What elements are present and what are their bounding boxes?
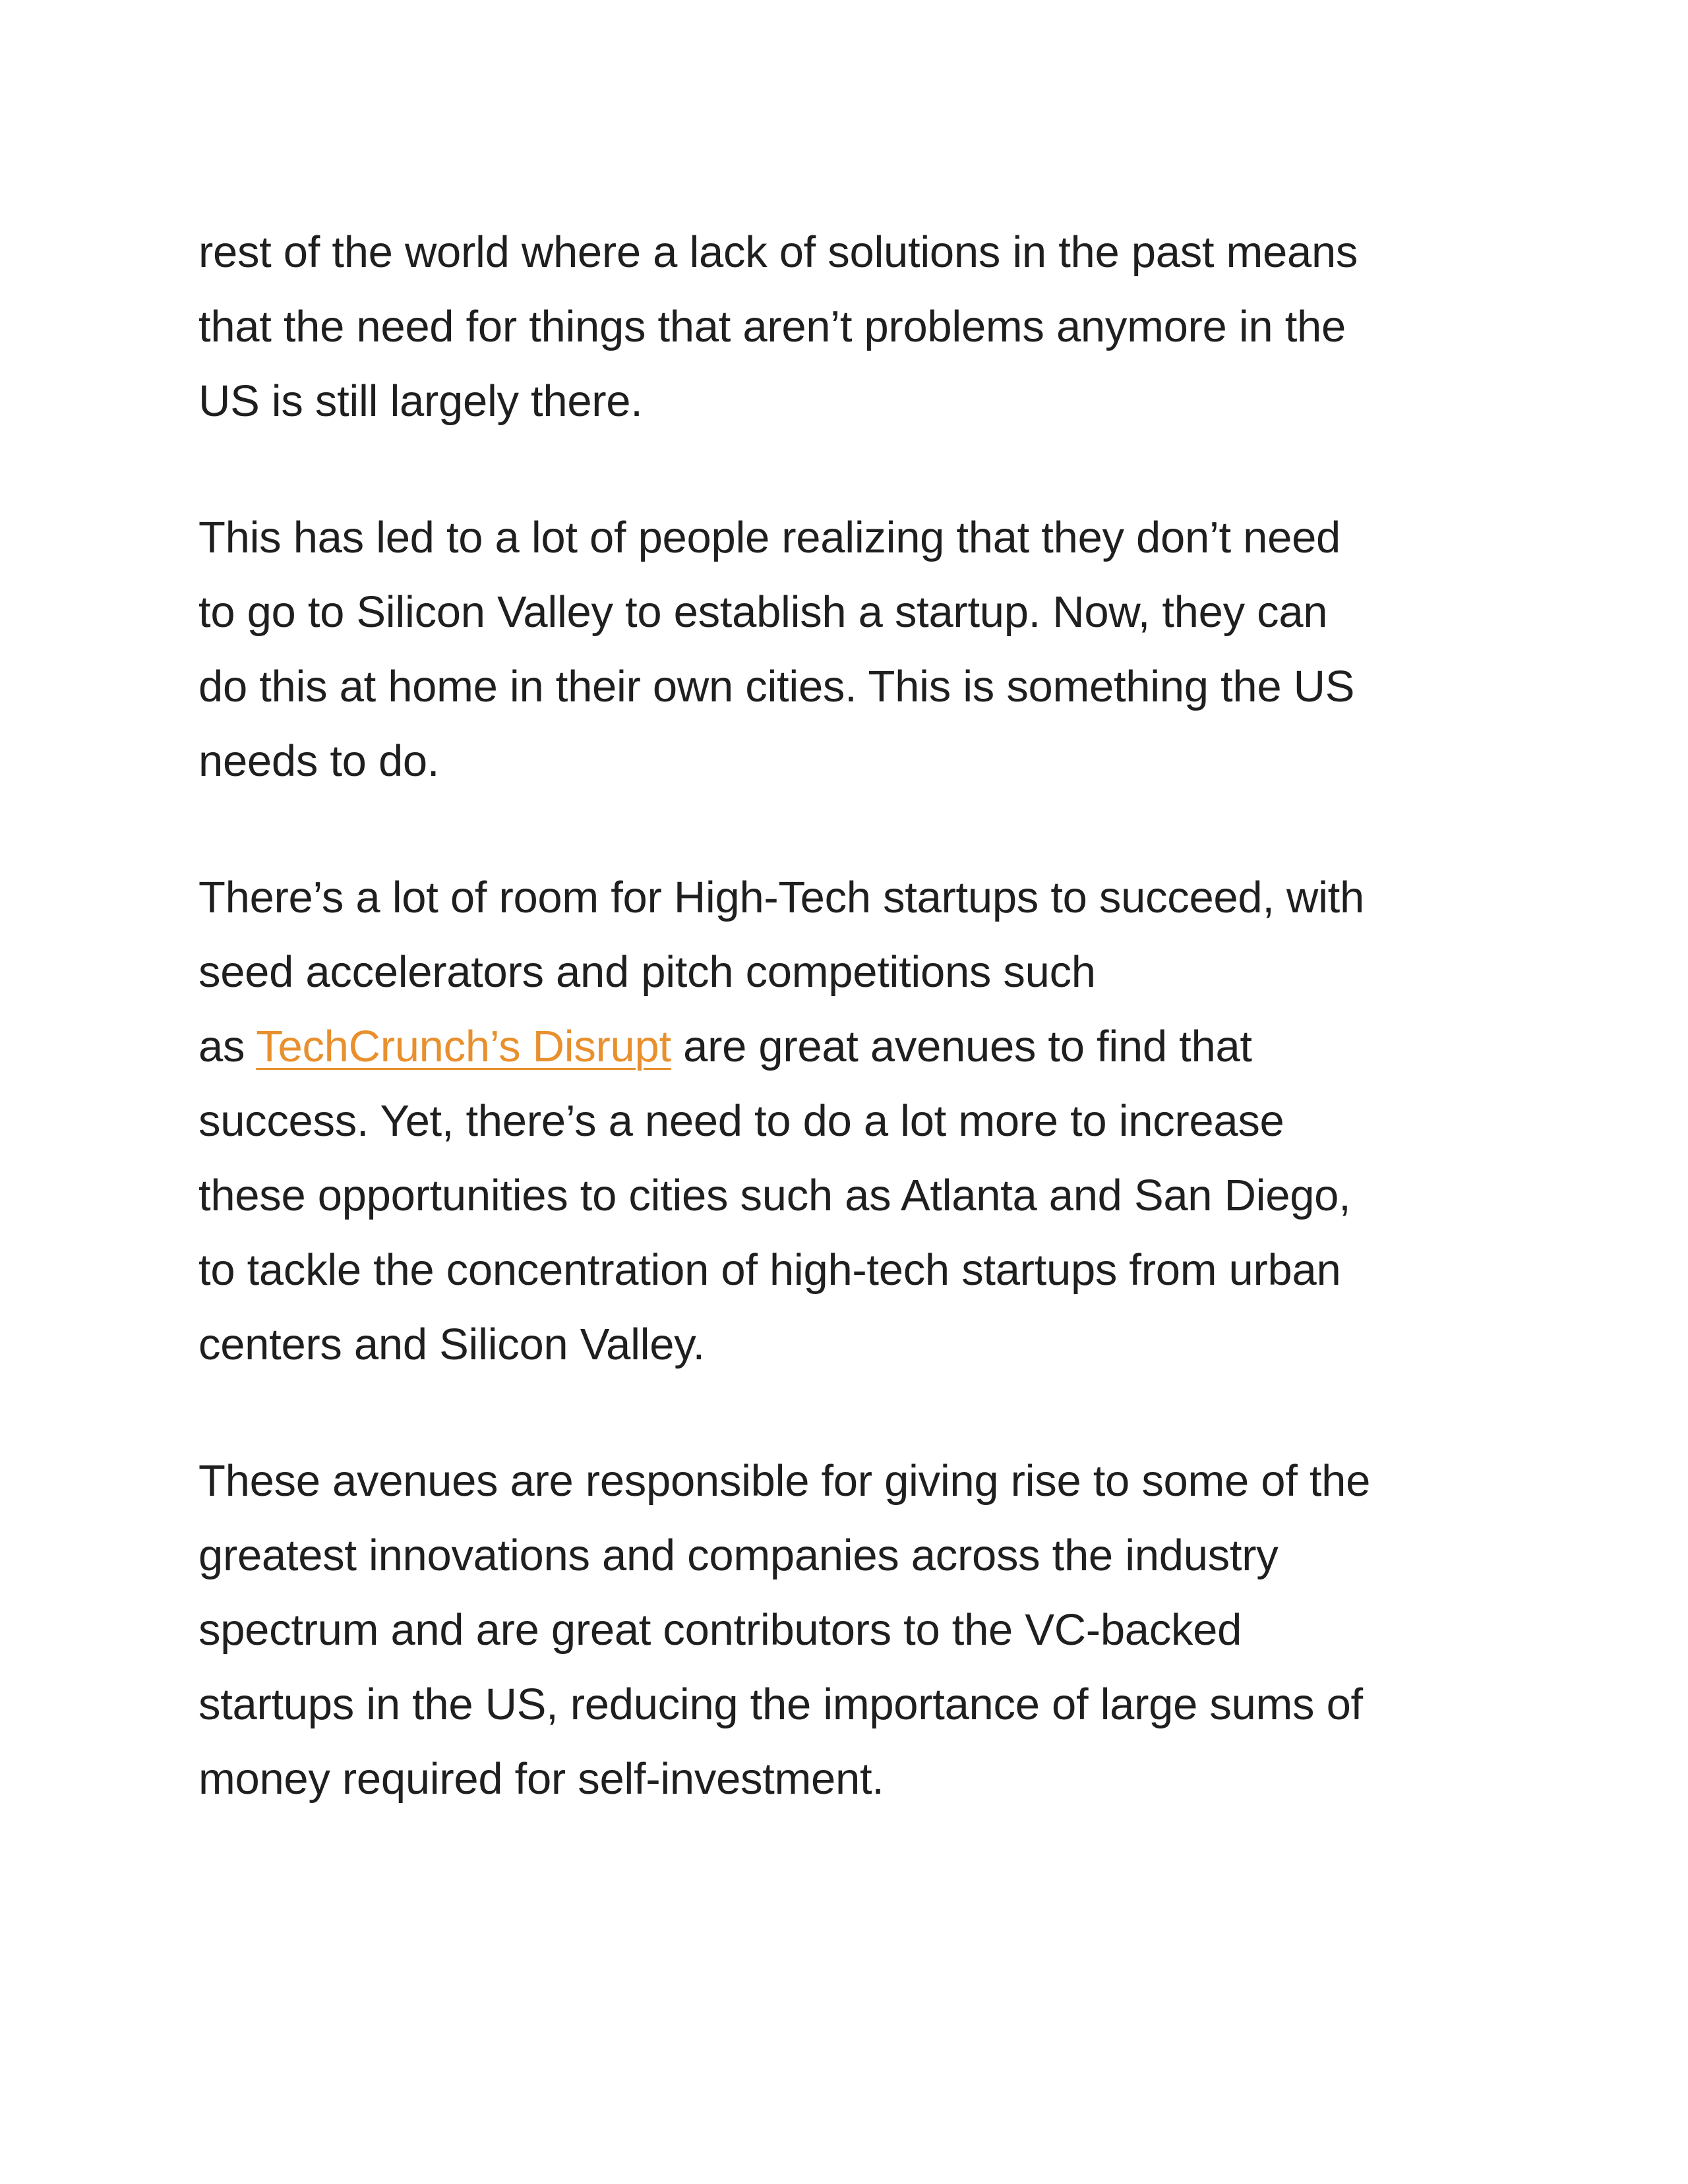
text-line: rest of the world where a lack of solutions in the past means bbox=[198, 227, 1358, 277]
text-line: spectrum and are great contributors to the VC-backed bbox=[198, 1605, 1242, 1655]
text-line: to tackle the concentration of high-tech startups from urban bbox=[198, 1245, 1341, 1295]
text-line: US is still largely there. bbox=[198, 376, 643, 426]
text-line: money required for self-investment. bbox=[198, 1754, 884, 1804]
text-line: startups in the US, reducing the importance of large sums of bbox=[198, 1680, 1363, 1729]
paragraph-3 bbox=[198, 860, 1478, 1382]
paragraph-4 bbox=[198, 1444, 1478, 1816]
text-line: do this at home in their own cities. This is something the US bbox=[198, 662, 1355, 711]
text-line: centers and Silicon Valley. bbox=[198, 1320, 705, 1369]
text-segment: as bbox=[198, 1022, 256, 1071]
text-line: This has led to a lot of people realizing that they don’t need bbox=[198, 513, 1341, 562]
text-line-with-link bbox=[198, 1009, 1478, 1084]
text-segment: are great avenues to find that bbox=[671, 1022, 1252, 1071]
text-line: needs to do. bbox=[198, 736, 440, 786]
text-line: these opportunities to cities such as Atlanta and San Diego, bbox=[198, 1171, 1351, 1220]
paragraph-1 bbox=[198, 215, 1478, 438]
paragraph-2 bbox=[198, 500, 1478, 798]
text-line: success. Yet, there’s a need to do a lot more to increase bbox=[198, 1096, 1284, 1146]
text-line: that the need for things that aren’t problems anymore in the bbox=[198, 302, 1346, 351]
text-line: greatest innovations and companies across the industry bbox=[198, 1531, 1279, 1580]
techcrunch-disrupt-link[interactable]: TechCrunch’s Disrupt bbox=[256, 1022, 671, 1071]
text-line: seed accelerators and pitch competitions such bbox=[198, 947, 1096, 997]
text-line: to go to Silicon Valley to establish a startup. Now, they can bbox=[198, 587, 1328, 637]
text-line: These avenues are responsible for giving rise to some of the bbox=[198, 1456, 1371, 1506]
text-line: There’s a lot of room for High-Tech startups to succeed, with bbox=[198, 873, 1364, 922]
article-body bbox=[198, 215, 1478, 1878]
